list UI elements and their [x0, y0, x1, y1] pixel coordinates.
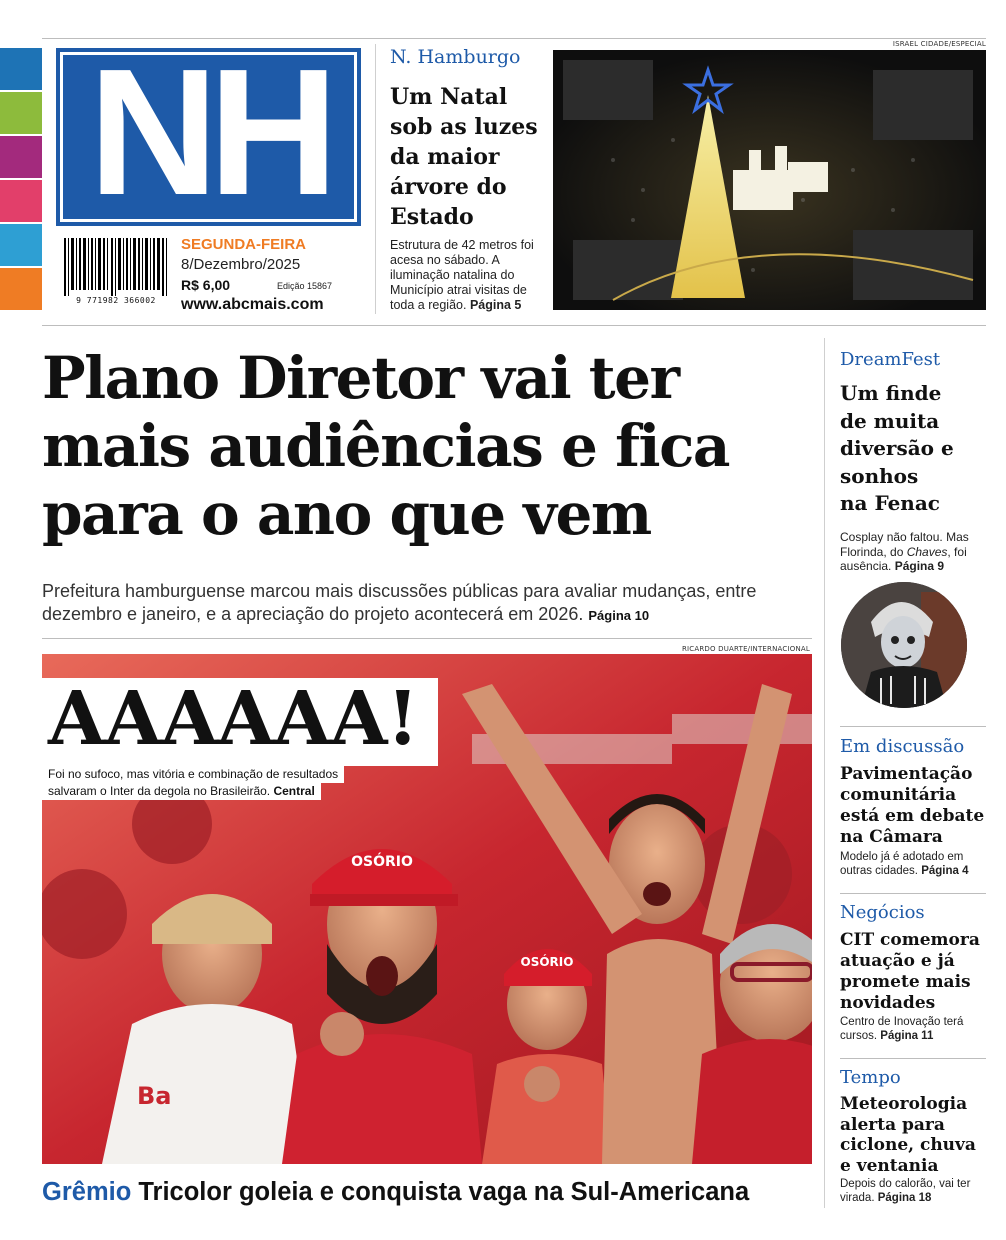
headline-line: novidades — [840, 993, 936, 1013]
page-ref: Página 9 — [894, 559, 945, 573]
sidebar-section: Negócios — [840, 902, 925, 923]
page-ref: Página 5 — [469, 298, 522, 312]
headline-line: árvore do — [390, 174, 507, 200]
sidebar-section: Tempo — [840, 1067, 901, 1088]
headline-line: alerta para — [840, 1114, 945, 1135]
sidebar-summary — [840, 1015, 986, 1043]
barcode-number: 9 771982 366002 — [76, 296, 156, 305]
headline-line: mais audiências e fica — [42, 412, 729, 480]
sidebar-summary — [840, 530, 986, 574]
bottom-headline: Tricolor goleia e conquista vaga na Sul-Americana — [138, 1178, 750, 1206]
headline-line: está em debate — [840, 806, 985, 826]
jersey-text: Ba — [137, 1082, 172, 1110]
summary-em: Chaves — [906, 544, 948, 559]
top-story-headline — [390, 82, 555, 232]
headline-line: Plano Diretor vai ter — [42, 344, 679, 412]
masthead-divider — [375, 44, 376, 314]
masthead-website: www.abcmais.com — [181, 296, 324, 313]
headline-line: na Fenac — [840, 491, 940, 515]
color-block — [0, 136, 42, 178]
top-story-section: N. Hamburgo — [390, 46, 521, 68]
color-block — [0, 224, 42, 266]
sidebar-rule — [840, 893, 986, 894]
headline-line: Um Natal — [390, 84, 508, 110]
headline-line: atuação e já — [840, 951, 955, 971]
color-block — [0, 48, 42, 90]
summary-text: Depois do calorão, vai ter virada. — [840, 1178, 971, 1204]
sidebar-rule — [840, 1058, 986, 1059]
logo-text: NH — [88, 32, 329, 233]
photo-caption-line1: Foi no sufoco, mas vitória e combinação de resultados — [42, 766, 344, 783]
headline-line: ciclone, chuva — [840, 1135, 976, 1155]
masthead-price: R$ 6,00 — [181, 277, 231, 293]
headline-line: diversão e — [840, 436, 954, 460]
cosplay-photo — [841, 582, 967, 708]
sidebar-section: DreamFest — [840, 349, 941, 370]
cap-text: OSÓRIO — [351, 854, 413, 870]
headline-line: sonhos — [840, 463, 919, 488]
masthead-date: 8/Dezembro/2025 — [181, 256, 301, 273]
sidebar-headline — [840, 380, 990, 518]
headline-line: sob as luzes — [390, 114, 538, 140]
barcode — [62, 238, 170, 304]
main-photo-credit: RICARDO DUARTE/INTERNACIONAL — [681, 645, 810, 653]
top-photo-credit: ISRAEL CIDADE/ESPECIAL — [892, 40, 986, 48]
sidebar-divider — [824, 338, 825, 1208]
lead-bottom-rule — [42, 638, 812, 639]
page-ref: Página 18 — [877, 1192, 932, 1204]
color-block — [0, 92, 42, 134]
cosplay-illustration — [841, 582, 967, 708]
lead-headline — [42, 344, 822, 548]
masthead-day: SEGUNDA-FEIRA — [181, 236, 307, 253]
color-block — [0, 268, 42, 310]
page-ref: Página 4 — [921, 865, 969, 877]
top-story-summary — [390, 238, 546, 313]
headline-line: CIT comemora — [840, 930, 980, 950]
photo-headline: AAAAAA! — [48, 676, 418, 762]
barcode-bars — [62, 238, 170, 296]
summary-text: , foi ausência. — [840, 544, 967, 573]
sidebar-headline — [840, 764, 990, 848]
color-block — [0, 180, 42, 222]
headline-line: comunitária — [840, 785, 957, 805]
headline-line: Meteorologia — [840, 1094, 968, 1114]
headline-line: da maior — [390, 144, 500, 170]
cap-text: OSÓRIO — [520, 955, 574, 969]
masthead-bottom-rule — [42, 325, 986, 326]
headline-line: de muita — [840, 408, 940, 433]
summary-text: Centro de Inovação terá cursos. — [840, 1016, 964, 1042]
sidebar-rule — [840, 726, 986, 727]
headline-line: Um finde — [840, 381, 942, 405]
sidebar-section: Em discussão — [840, 736, 965, 757]
masthead-edition: Edição 15867 — [277, 281, 333, 291]
sidebar-headline — [840, 930, 990, 1014]
headline-line: promete mais — [840, 972, 971, 992]
sidebar-summary — [840, 850, 986, 878]
page-ref: Página 11 — [880, 1030, 934, 1042]
headline-line: na Câmara — [840, 827, 943, 847]
headline-line: e ventania — [840, 1155, 939, 1176]
page-ref: Central — [273, 784, 315, 798]
headline-line: Estado — [390, 204, 474, 230]
bottom-kicker: Grêmio — [42, 1178, 132, 1206]
headline-line: Pavimentação — [840, 764, 973, 784]
summary-text: Estrutura de 42 metros foi acesa no sábado. A iluminação natalina do Município atrai visitas de toda a região. — [390, 238, 534, 312]
photo-caption-line2 — [42, 783, 321, 800]
headline-line: para o ano que vem — [42, 480, 651, 548]
lead-summary — [42, 580, 812, 627]
summary-text: Prefeitura hamburguense marcou mais discussões públicas para avaliar mudanças, entre dezembro e janeiro, e a apreciação do projeto acontecerá em 2026. — [42, 581, 757, 624]
page-ref: Página 10 — [588, 608, 650, 623]
masthead-logo — [56, 32, 361, 233]
sidebar-summary — [840, 1177, 986, 1205]
summary-text: Modelo já é adotado em outras cidades. — [840, 851, 964, 877]
christmas-tree-illustration — [553, 50, 986, 310]
summary-text: Cosplay não faltou. Mas Florinda, do — [840, 530, 969, 559]
christmas-tree-photo — [553, 50, 986, 310]
caption-text: salvaram o Inter da degola no Brasileirão. — [48, 784, 271, 798]
sidebar-headline — [840, 1094, 990, 1176]
bottom-story — [42, 1176, 822, 1208]
